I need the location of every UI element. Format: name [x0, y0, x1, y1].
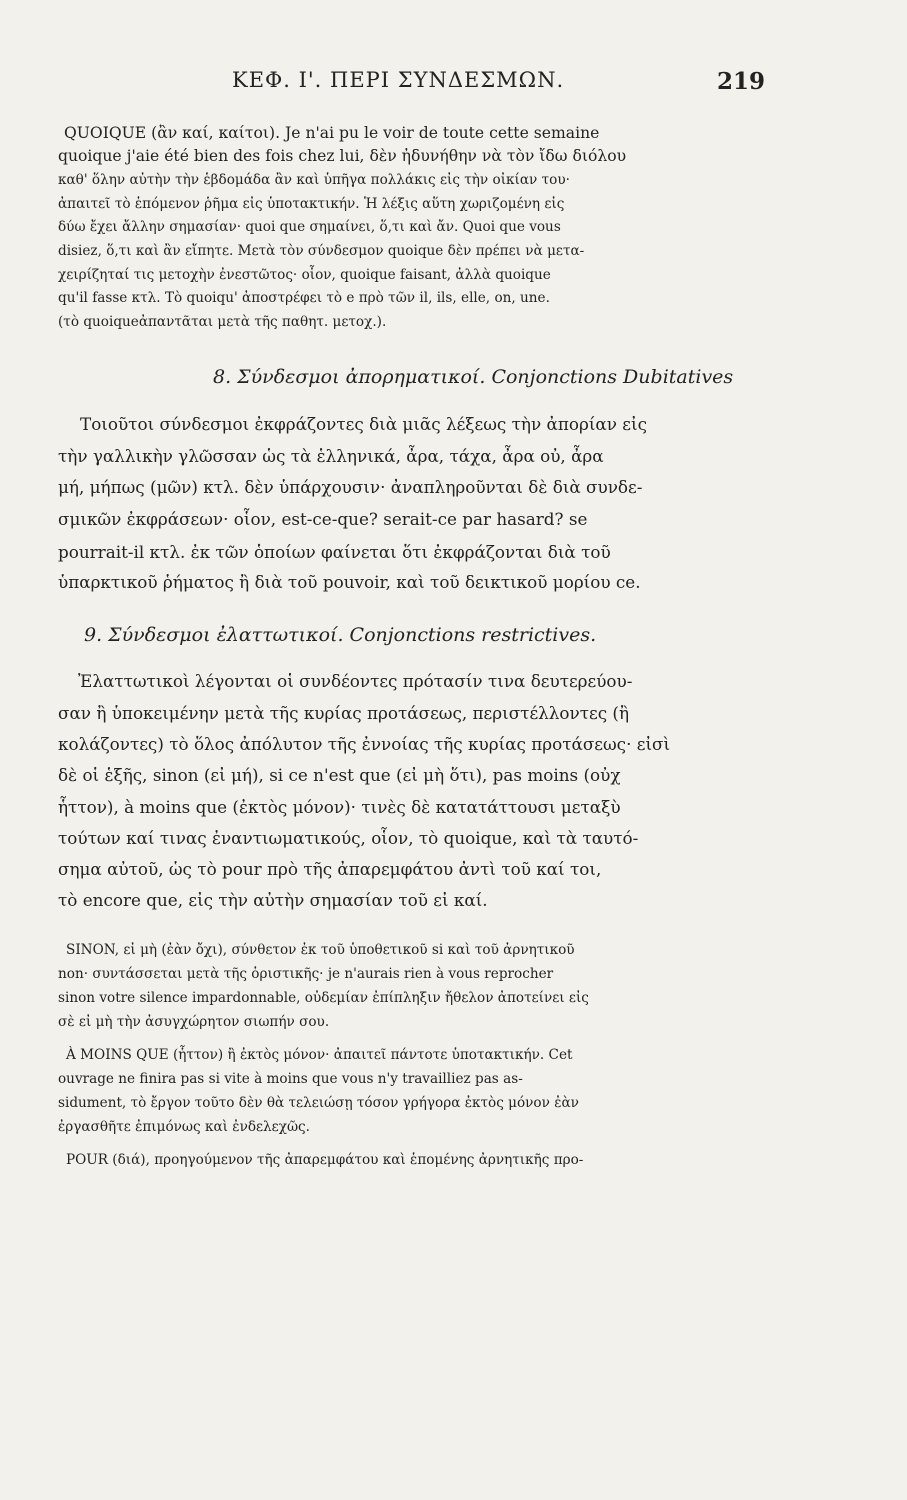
text-line: non· συντάσσεται μετὰ τῆς ὁριστικῆς· je n'aurais rien à vous reprocher — [58, 966, 554, 982]
text-line: ouvrage ne finira pas si vite à moins que vous n'y travailliez pas as- — [58, 1071, 523, 1087]
text-line: σμικῶν ἐκφράσεων· οἷον, est-ce-que? serait-ce par hasard? se — [58, 509, 588, 529]
text-line: Ἐλαττωτικοὶ λέγονται οἱ συνδέοντες πρότασίν τινα δευτερεύου- — [78, 671, 633, 691]
text-line: qu'il fasse κτλ. Τὸ quoiqu' ἀποστρέφει τὸ e πρὸ τῶν il, ils, elle, on, une. — [58, 290, 550, 306]
text-line: τούτων καί τινας ἐναντιωματικούς, οἷον, τὸ quoique, καὶ τὰ ταυτό- — [58, 828, 639, 848]
text-line: quoique j'aie été bien des fois chez lui, δὲν ἠδυνήθην νὰ τὸν ἴδω διόλου — [58, 147, 627, 165]
text-line: pourrait-il κτλ. ἐκ τῶν ὁποίων φαίνεται ὅτι ἐκφράζονται διὰ τοῦ — [58, 542, 611, 562]
section-heading-8: 8. Σύνδεσμοι ἀπορηματικοί. Conjonctions Dubitatives — [213, 366, 734, 388]
text-line: χειρίζηταί τις μετοχὴν ἐνεστῶτος· οἷον, quoique faisant, ἀλλὰ quoique — [58, 267, 551, 283]
text-line: Τοιοῦτοι σύνδεσμοι ἐκφράζοντες διὰ μιᾶς λέξεως τὴν ἀπορίαν εἰς — [80, 414, 647, 434]
page-number: 219 — [716, 68, 765, 95]
text-line: POUR (διά), προηγούμενον τῆς ἀπαρεμφάτου καὶ ἑπομένης ἀρνητικῆς προ- — [66, 1152, 584, 1168]
text-line: κολάζοντες) τὸ ὅλος ἀπόλυτον τῆς ἐννοίας τῆς κυρίας προτάσεως· εἰσὶ — [58, 734, 671, 754]
text-line: σὲ εἰ μὴ τὴν ἀσυγχώρητον σιωπήν σου. — [58, 1014, 330, 1030]
text-line: τὸ encore que, εἰς τὴν αὐτὴν σημασίαν τοῦ εἰ καί. — [58, 890, 488, 910]
text-line: σαν ἢ ὑποκειμένην μετὰ τῆς κυρίας προτάσεως, περιστέλλοντες (ἢ — [58, 703, 630, 723]
text-line: disiez, ὅ,τι καὶ ἂν εἴπητε. Μετὰ τὸν σύνδεσμον quoique δὲν πρέπει νὰ μετα- — [58, 243, 585, 259]
text-line: ἐργασθῆτε ἐπιμόνως καὶ ἐνδελεχῶς. — [58, 1119, 310, 1135]
text-line: À MOINS QUE (ἧττον) ἢ ἐκτὸς μόνον· ἀπαιτεῖ πάντοτε ὑποτακτικήν. Cet — [66, 1047, 573, 1063]
text-line: ἧττον), à moins que (ἐκτὸς μόνον)· τινὲς δὲ κατατάττουσι μεταξὺ — [58, 797, 621, 817]
text-line: σημα αὐτοῦ, ὡς τὸ pour πρὸ τῆς ἀπαρεμφάτου ἀντὶ τοῦ καί τοι, — [58, 859, 602, 879]
text-line: τὴν γαλλικὴν γλῶσσαν ὡς τὰ ἑλληνικά, ἆρα, τάχα, ἆρα οὐ, ἆρα — [58, 446, 604, 466]
text-line: ἀπαιτεῖ τὸ ἑπόμενον ῥῆμα εἰς ὑποτακτικήν. Ἡ λέξις αὕτη χωριζομένη εἰς — [58, 196, 565, 212]
text-line: δύω ἔχει ἄλλην σημασίαν· quoi que σημαίνει, ὅ,τι καὶ ἄν. Quoi que vous — [58, 219, 561, 235]
text-line: δὲ οἱ ἑξῆς, sinon (εἰ μή), si ce n'est que (εἰ μὴ ὅτι), pas moins (οὐχ — [58, 765, 621, 785]
text-line: ὑπαρκτικοῦ ῥήματος ἢ διὰ τοῦ pouvoir, καὶ τοῦ δεικτικοῦ μορίου ce. — [58, 572, 641, 592]
text-line: SINON, εἰ μὴ (ἐὰν ὄχι), σύνθετον ἐκ τοῦ ὑποθετικοῦ si καὶ τοῦ ἀρνητικοῦ — [66, 942, 575, 958]
text-line: καθ' ὅλην αὐτὴν τὴν ἑβδομάδα ἂν καὶ ὑπῆγα πολλάκις εἰς τὴν οἰκίαν του· — [58, 172, 570, 188]
text-line: μή, μήπως (μῶν) κτλ. δὲν ὑπάρχουσιν· ἀναπληροῦνται δὲ διὰ συνδε- — [58, 477, 643, 497]
text-line: sidument, τὸ ἔργον τοῦτο δὲν θὰ τελειώσῃ τόσον γρήγορα ἐκτὸς μόνον ἐὰν — [58, 1095, 579, 1111]
text-line: (τὸ quoiqueἀπαντᾶται μετὰ τῆς παθητ. μετοχ.). — [58, 314, 387, 330]
text-line: sinon votre silence impardonnable, οὐδεμίαν ἐπίπληξιν ἤθελον ἀποτείνει εἰς — [58, 990, 589, 1006]
running-head: ΚΕΦ. Ι'. ΠΕΡΙ ΣΥΝΔΕΣΜΩΝ. — [232, 68, 565, 92]
text-line: QUOIQUE (ἂν καί, καίτοι). Je n'ai pu le voir de toute cette semaine — [64, 124, 600, 142]
section-heading-9: 9. Σύνδεσμοι ἐλαττωτικοί. Conjonctions restrictives. — [84, 624, 597, 646]
